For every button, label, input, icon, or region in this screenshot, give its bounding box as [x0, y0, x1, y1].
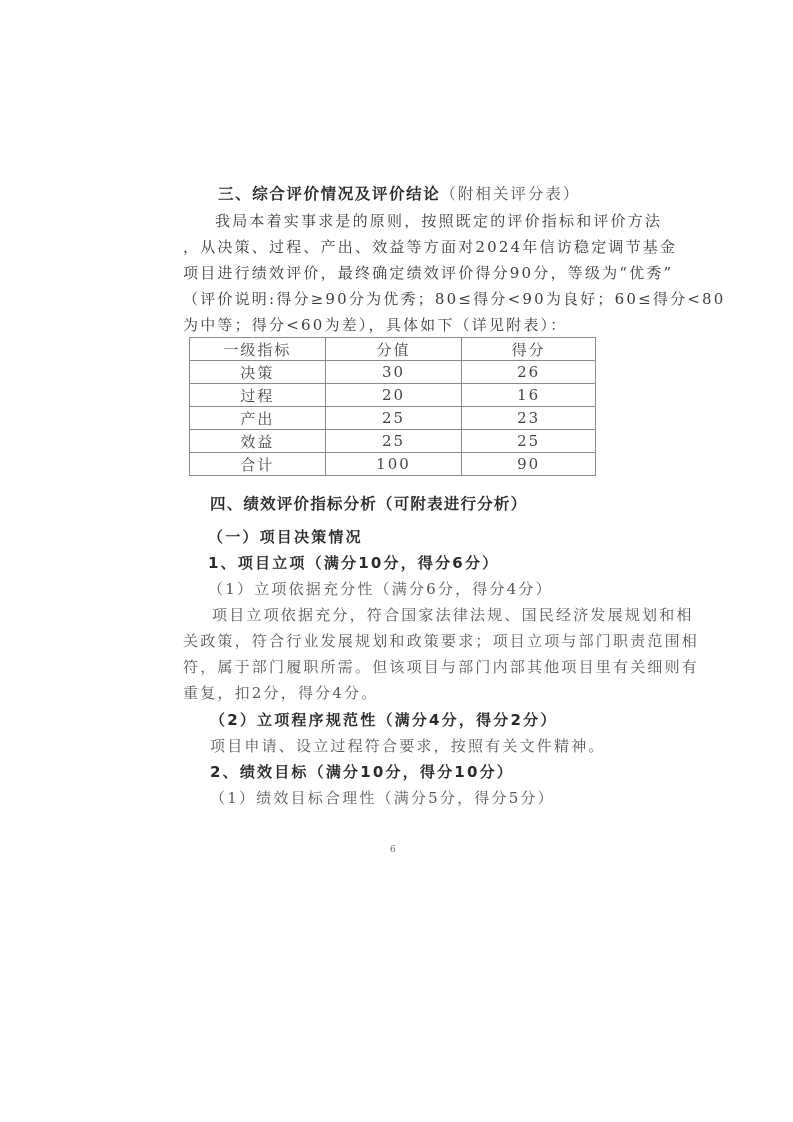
item1-1-text-line-2: 关政策，符合行业发展规划和政策要求；项目立项与部门职责范围相: [183, 632, 700, 650]
table-row: [190, 430, 596, 453]
item1-1-text-line-4: 重复，扣2分，得分4分。: [183, 684, 379, 702]
cell-score: 25: [462, 430, 596, 453]
cell-score: 90: [462, 453, 596, 476]
section4-item1: 1、项目立项（满分10分，得分6分）: [208, 554, 500, 572]
header-full-score: 分值: [325, 338, 462, 361]
section3-para-line-5: 为中等；得分<60为差），具体如下（详见附表）：: [183, 316, 568, 334]
section3-para-line-3: 项目进行绩效评价，最终确定绩效评价得分90分，等级为“优秀”: [183, 264, 674, 282]
table-row: [190, 407, 596, 430]
cell-indicator: 过程: [190, 384, 326, 407]
cell-score: 26: [462, 361, 596, 384]
cell-indicator: 决策: [190, 361, 326, 384]
item1-1-text-line-3: 符，属于部门履职所需。但该项目与部门内部其他项目里有关细则有: [183, 658, 700, 676]
section3-heading-text: 三、综合评价情况及评价结论: [218, 185, 441, 203]
cell-full-score: 25: [325, 430, 462, 453]
item1-1-text-line-1: 项目立项依据充分，符合国家法律法规、国民经济发展规划和相: [212, 606, 694, 624]
section4-item2: 2、绩效目标（满分10分，得分10分）: [210, 763, 514, 781]
section3-heading: [218, 184, 580, 204]
section3-heading-note: （附相关评分表）: [440, 185, 581, 203]
cell-indicator: 产出: [190, 407, 326, 430]
table-row: [190, 384, 596, 407]
page-number: 6: [390, 845, 396, 855]
score-table: [189, 337, 596, 476]
section3-para-line-4: （评价说明:得分≥90分为优秀；80≤得分<90为良好；60≤得分<80: [183, 290, 726, 308]
cell-full-score: 20: [325, 384, 462, 407]
table-total-row: [190, 453, 596, 476]
section4-sub1: （一）项目决策情况: [208, 528, 363, 546]
section4-heading: 四、绩效评价指标分析（可附表进行分析）: [210, 495, 528, 513]
cell-score: 16: [462, 384, 596, 407]
section3-para-line-2: ，从决策、过程、产出、效益等方面对2024年信访稳定调节基金: [183, 238, 678, 256]
table-row: [190, 361, 596, 384]
cell-full-score: 30: [325, 361, 462, 384]
table-header-row: [190, 338, 596, 361]
cell-score: 23: [462, 407, 596, 430]
item1-2-text: 项目申请、设立过程符合要求，按照有关文件精神。: [210, 737, 606, 755]
section4-item1-1: （1）立项依据充分性（满分6分，得分4分）: [208, 580, 553, 598]
header-indicator: 一级指标: [190, 338, 326, 361]
section4-item1-2: （2）立项程序规范性（满分4分，得分2分）: [210, 711, 558, 729]
section3-para-line-1: 我局本着实事求是的原则，按照既定的评价指标和评价方法: [215, 212, 663, 230]
cell-full-score: 25: [325, 407, 462, 430]
cell-full-score: 100: [325, 453, 462, 476]
header-score: 得分: [462, 338, 596, 361]
cell-indicator: 效益: [190, 430, 326, 453]
cell-indicator: 合计: [190, 453, 326, 476]
section4-item2-1: （1）绩效目标合理性（满分5分，得分5分）: [210, 789, 555, 807]
